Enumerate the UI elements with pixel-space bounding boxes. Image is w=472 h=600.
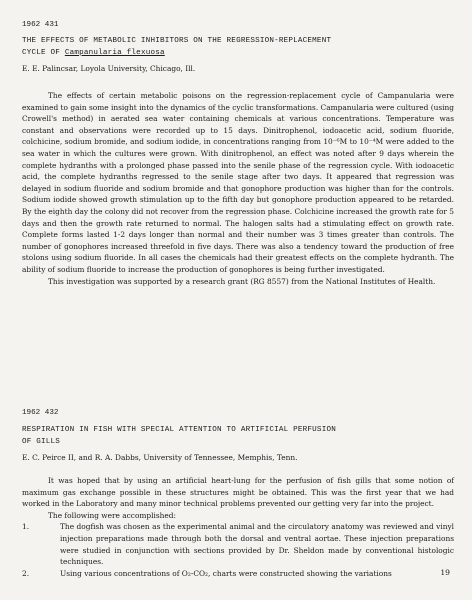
title-line-2 bbox=[22, 48, 454, 60]
abstract-432-author: E. C. Peirce II, and R. A. Dabbs, University of Tennessee, Memphis, Tenn. bbox=[22, 453, 298, 462]
page-number: 19 bbox=[440, 568, 450, 577]
species-name: Campanularia flexuosa bbox=[64, 48, 165, 57]
abstract-432-body bbox=[22, 475, 454, 579]
list-item-text: The dogfish was chosen as the experimental animal and the circulatory anatomy was reviewed and vinyl injection preparations made through both the dorsal and ventral aortae. These injection preparations were studied in conjunction with sections provided by Dr. Sheldon made by conventional histologic techniques. bbox=[60, 522, 454, 567]
abstract-431-author: E. E. Palincsar, Loyola University, Chicago, Ill. bbox=[22, 64, 196, 73]
abstract-432-title bbox=[22, 425, 454, 448]
abstract-431-text: The effects of certain metabolic poisons on the regression-replacement cycle of Campanularia were examined to gain some insight into the dynamics of the cyclic transformations. Campanularia were cultured (using Crowell's method) in aerated sea water containing chemicals at various concentrations. Temperature was constant and observations were recorded up to 15 days. Dinitrophenol, iodoacetic acid, sodium fluoride, colchicine, sodium bromide, and sodium iodide, in concentrations ranging from 10⁻⁶M to 10⁻⁴M were added to the sea water in which the cultures were grown. With dinitrophenol, an effect was noted after 9 days wherein the complete hydranths with a prolonged phase passed into the senile phase of the regression cycle. With iodoacetic acid, the complete hydranths regressed to the senile stage after two days. It appeared that regression was delayed in sodium fluoride and sodium bromide and that gonophore production was higher than for the controls. Sodium iodide showed growth stimulation up to the fifth day but gonophore production appeared to be retarded. By the eighth day the colony did not recover from the regression phase. Colchicine increased the growth rate for 5 days and then the growth rate returned to normal. The halogen salts had a stimulating effect on growth rate. Complete forms lasted 1-2 days longer than normal and their number was 3 times greater than controls. The number of gonophores increased threefold in five days. There was also a tendency toward the production of free stolons using sodium fluoride. In all cases the chemicals had their greatest effects on the complete hydranth. The ability of sodium fluoride to increase the production of gonophores is being further investigated. bbox=[22, 91, 455, 274]
abstract-431-body bbox=[22, 90, 454, 287]
title-line-2: OF GILLS bbox=[22, 437, 61, 446]
title-line-1: THE EFFECTS OF METABOLIC INHIBITORS ON THE REGRESSION-REPLACEMENT bbox=[22, 37, 332, 45]
abstract-432-lead: The following were accomplished: bbox=[48, 510, 177, 520]
title-line-2-prefix: CYCLE OF bbox=[22, 48, 65, 57]
list-marker: 2. bbox=[22, 568, 30, 578]
title-line-1: RESPIRATION IN FISH WITH SPECIAL ATTENTION TO ARTIFICIAL PERFUSION bbox=[22, 426, 336, 434]
abstract-431-support: This investigation was supported by a research grant (RG 8557) from the National Institutes of Health. bbox=[48, 276, 436, 286]
abstract-number-431: 1962 431 bbox=[22, 21, 59, 29]
list-item bbox=[22, 568, 454, 580]
list-item bbox=[22, 521, 454, 567]
accomplishments-list bbox=[22, 521, 454, 579]
abstract-number-432: 1962 432 bbox=[22, 409, 59, 417]
list-marker: 1. bbox=[22, 522, 30, 532]
abstract-432-intro: It was hoped that by using an artificial heart-lung for the perfusion of fish gills that some notion of maximum gas exchange possible in these structures might be obtained. This was the first year that we had worked in the Laboratory and many minor technical problems prevented our getting very far into the project. bbox=[22, 476, 454, 509]
list-item-text: Using various concentrations of O₂-CO₂, charts were constructed showing the variations bbox=[60, 568, 392, 578]
abstract-431-title bbox=[22, 36, 454, 59]
